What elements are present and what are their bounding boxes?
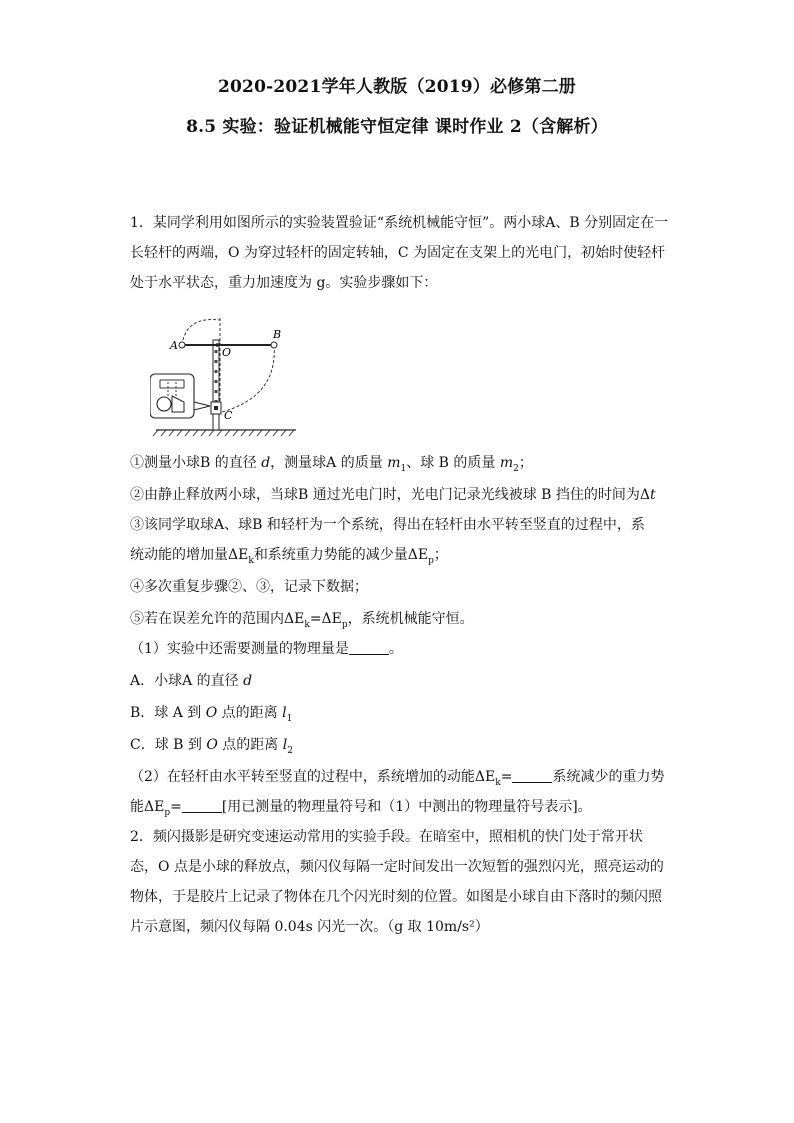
- answer-blank: [512, 769, 552, 783]
- title-line-2: 8.5 实验：验证机械能守恒定律 课时作业 2（含解析）: [186, 117, 608, 137]
- step-5: ⑤若在误差允许的范围内$\Delta E_k=\Delta E_p$，系统机械能守恒。: [130, 611, 474, 630]
- sub-question-1: （1）实验中还需要测量的物理量是 。: [130, 641, 403, 657]
- question-2-text: 2．频闪摄影是研究变速运动常用的实验手段。在暗室中，照相机的快门处于常开状态，O 点是小球的释放点，频闪仪每隔一定时间发出一次短暂的强烈闪光，照亮运动的物体，于是胶片上记录了物体在几个闪光时刻的位置。如图是小球自由下落时的频闪照片示意图，频闪仪每隔 0.04s 闪光一次。（g 取 10m/s²）: [130, 829, 664, 935]
- question-1-intro: 1．某同学利用如图所示的实验装置验证“系统机械能守恒”。两小球A、B 分别固定在一长轻杆的两端，O 为穿过轻杆的固定转轴，C 为固定在支架上的光电门，初始时使轻杆处于水平状态，重力加速度为 g。实验步骤如下：: [130, 215, 669, 291]
- label-c: C: [224, 409, 233, 422]
- option-a: A．小球A 的直径 d: [130, 673, 253, 689]
- title-line-1: 2020-2021学年人教版（2019）必修第二册: [218, 77, 576, 97]
- option-c: C．球 B 到 O 点的距离 $l_2$: [130, 737, 293, 756]
- sub-question-2-line-1: （2）在轻杆由水平转至竖直的过程中，系统增加的动能$\Delta E_k=$ 系统减少的重力势: [130, 769, 665, 788]
- answer-blank: [349, 641, 389, 655]
- step-4: ④多次重复步骤②、③，记录下数据；: [130, 579, 368, 595]
- step-1: ①测量小球B 的直径 d，测量球A 的质量 $m_1$、球 B 的质量 $m_2$；: [130, 455, 533, 474]
- label-o: O: [222, 346, 232, 359]
- sub-question-2-line-2: 能$\Delta E_p=$ [用已测量的物理量符号和（1）中测出的物理量符号表示]。: [130, 799, 592, 818]
- option-b: B．球 A 到 O 点的距离 $l_1$: [130, 705, 293, 724]
- step-2: ②由静止释放两小球，当球B 通过光电门时，光电门记录光线被球 B 挡住的时间为Δt: [130, 487, 656, 503]
- apparatus-figure: [150, 318, 300, 440]
- label-b: B: [273, 328, 282, 341]
- step-3-line-2: 统动能的增加量$\Delta E_k$和系统重力势能的减少量$\Delta E_p$；: [130, 547, 448, 566]
- answer-blank: [182, 799, 222, 813]
- label-a: A: [170, 339, 178, 352]
- step-3-line-1: ③该同学取球A、球B 和轻杆为一个系统，得出在轻杆由水平转至竖直的过程中，系: [130, 517, 645, 533]
